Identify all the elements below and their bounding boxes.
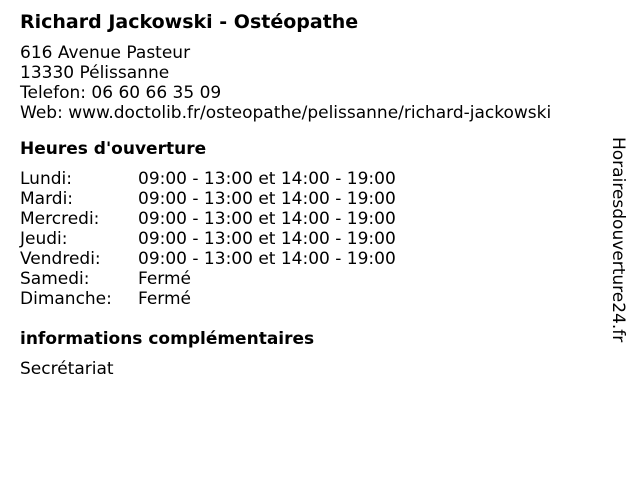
hours-time: 09:00 - 13:00 et 14:00 - 19:00: [138, 229, 396, 249]
address-street: 616 Avenue Pasteur: [20, 43, 191, 63]
business-card: [20, 8, 600, 379]
hours-day: Samedi:: [20, 269, 90, 289]
hours-time: 09:00 - 13:00 et 14:00 - 19:00: [138, 209, 396, 229]
hours-time: 09:00 - 13:00 et 14:00 - 19:00: [138, 189, 396, 209]
hours-day: Jeudi:: [20, 229, 68, 249]
page-title: Richard Jackowski - Ostéopathe: [20, 11, 359, 33]
hours-day: Lundi:: [20, 169, 72, 189]
hours-time: 09:00 - 13:00 et 14:00 - 19:00: [138, 249, 396, 269]
opening-hours-heading: Heures d'ouverture: [20, 139, 207, 159]
opening-hours-table: [20, 169, 600, 309]
hours-day: Mercredi:: [20, 209, 100, 229]
hours-row: [20, 169, 600, 189]
hours-row: [20, 269, 600, 289]
hours-day: Vendredi:: [20, 249, 101, 269]
hours-row: [20, 249, 600, 269]
hours-time: Fermé: [138, 269, 192, 289]
hours-time: 09:00 - 13:00 et 14:00 - 19:00: [138, 169, 396, 189]
website-line: Web: www.doctolib.fr/osteopathe/pelissanne/richard-jackowski: [20, 103, 552, 123]
hours-row: [20, 289, 600, 309]
hours-time: Fermé: [138, 289, 192, 309]
additional-info-heading: informations complémentaires: [20, 329, 315, 349]
brand-watermark: Horairesdouverture24.fr: [608, 137, 628, 343]
hours-row: [20, 189, 600, 209]
hours-day: Dimanche:: [20, 289, 112, 309]
hours-row: [20, 209, 600, 229]
address-city: 13330 Pélissanne: [20, 63, 170, 83]
hours-row: [20, 229, 600, 249]
additional-info-text: Secrétariat: [20, 359, 114, 379]
hours-day: Mardi:: [20, 189, 74, 209]
phone-number: Telefon: 06 60 66 35 09: [20, 83, 222, 103]
